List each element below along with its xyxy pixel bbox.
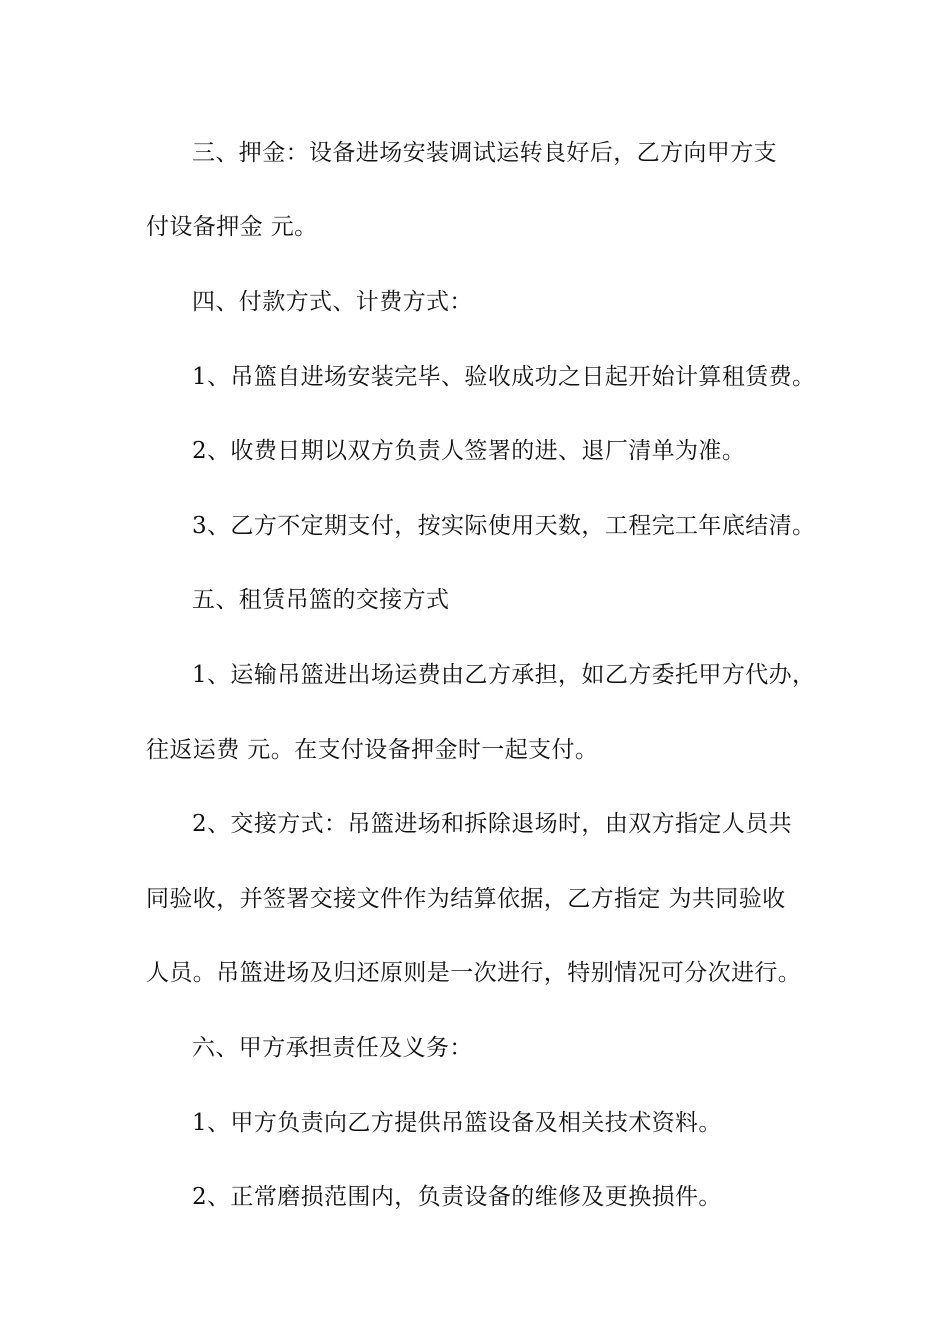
party-a-item-2: 2、正常磨损范围内，负责设备的维修及更换损件。	[192, 1184, 722, 1210]
heading-handover-method: 五、租赁吊篮的交接方式	[192, 587, 450, 613]
heading-payment-method: 四、付款方式、计费方式：	[192, 289, 473, 315]
payment-item-2: 2、收费日期以双方负责人签署的进、退厂清单为准。	[192, 438, 746, 464]
heading-party-a-duties: 六、甲方承担责任及义务：	[192, 1035, 473, 1061]
handover-item-1-line-2: 往返运费 元。在支付设备押金时一起支付。	[146, 737, 599, 763]
payment-item-3: 3、乙方不定期支付，按实际使用天数，工程完工年底结清。	[192, 513, 816, 539]
handover-item-1-line-1: 1、运输吊篮进出场运费由乙方承担，如乙方委托甲方代办，	[192, 662, 816, 688]
paragraph-deposit-line-2: 付设备押金 元。	[146, 214, 318, 240]
paragraph-deposit-line-1: 三、押金：设备进场安装调试运转良好后，乙方向甲方支	[192, 140, 777, 166]
payment-item-1: 1、吊篮自进场安装完毕、验收成功之日起开始计算租赁费。	[192, 364, 816, 390]
handover-item-2-line-1: 2、交接方式：吊篮进场和拆除退场时，由双方指定人员共	[192, 811, 793, 837]
handover-item-2-line-2: 同验收，并签署交接文件作为结算依据，乙方指定 为共同验收	[146, 886, 786, 912]
handover-item-2-line-3: 人员。吊篮进场及归还原则是一次进行，特别情况可分次进行。	[146, 960, 802, 986]
party-a-item-1: 1、甲方负责向乙方提供吊篮设备及相关技术资料。	[192, 1110, 722, 1136]
